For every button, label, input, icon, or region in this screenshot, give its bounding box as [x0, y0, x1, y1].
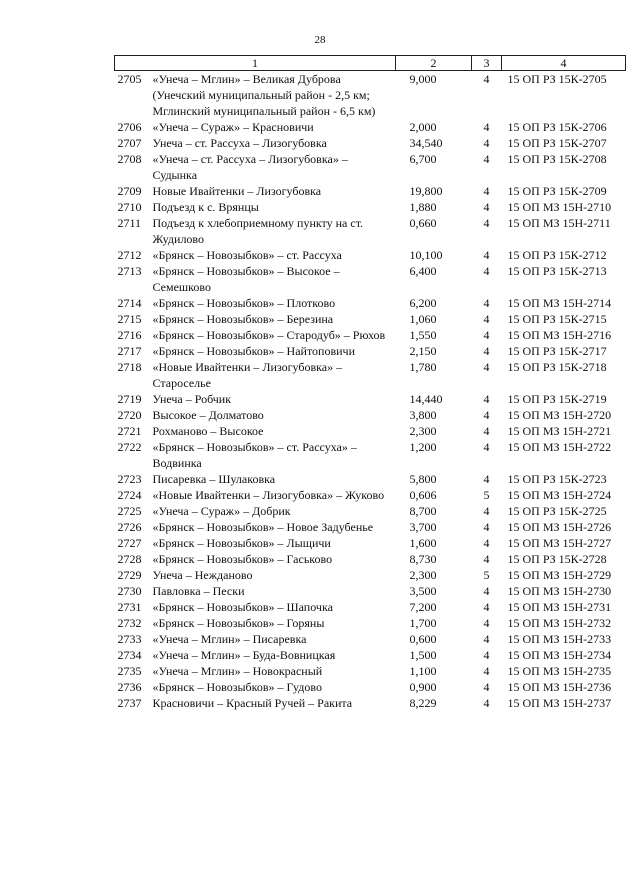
road-name-cell: [115, 119, 396, 135]
road-name: «Брянск – Новозыбков» – Лыщичи: [152, 536, 331, 550]
road-code: 15 ОП РЗ 15К-2723: [507, 472, 607, 486]
road-code: 15 ОП РЗ 15К-2706: [507, 120, 607, 134]
road-name: «Унеча – Мглин» – Буда-Вовницкая: [152, 648, 336, 662]
road-name-cell: [115, 359, 396, 391]
road-name-cell: [115, 135, 396, 151]
road-category: 4: [483, 664, 490, 678]
road-category: 4: [483, 696, 490, 710]
table-row: [115, 391, 626, 407]
table-row: [115, 567, 626, 583]
row-number: 2722: [117, 440, 142, 454]
table-row: [115, 423, 626, 439]
table-row: [115, 519, 626, 535]
table-row: [115, 439, 626, 471]
road-name-wrap: [118, 311, 396, 327]
road-name-wrap: [118, 135, 396, 151]
road-name-cell: [115, 503, 396, 519]
road-name-wrap: [118, 119, 396, 135]
table-row: [115, 631, 626, 647]
road-name-cell: [115, 343, 396, 359]
road-length: 0,600: [409, 632, 437, 646]
road-name-wrap: [118, 647, 396, 663]
header-row: [115, 56, 626, 71]
road-code: 15 ОП МЗ 15Н-2737: [507, 696, 612, 710]
table-row: [115, 119, 626, 135]
table-row: [115, 599, 626, 615]
road-code: 15 ОП РЗ 15К-2719: [507, 392, 607, 406]
road-name: «Брянск – Новозыбков» – Новое Задубенье: [152, 520, 374, 534]
road-name: Унеча – Робчик: [152, 392, 232, 406]
road-code: 15 ОП РЗ 15К-2717: [507, 344, 607, 358]
road-length: 1,550: [409, 328, 437, 342]
road-length: 1,060: [409, 312, 437, 326]
road-name: «Брянск – Новозыбков» – Горяны: [152, 616, 325, 630]
road-name-wrap: [118, 631, 396, 647]
road-code: 15 ОП МЗ 15Н-2732: [507, 616, 612, 630]
road-name-cell: [115, 199, 396, 215]
road-name: Писаревка – Шулаковка: [152, 472, 276, 486]
road-category: 4: [483, 632, 490, 646]
road-category: 4: [483, 408, 490, 422]
road-category: 4: [483, 200, 490, 214]
road-name-cell: [115, 295, 396, 311]
road-name-cell: [115, 679, 396, 695]
road-category: 4: [483, 584, 490, 598]
road-category: 4: [483, 296, 490, 310]
road-name-wrap: [118, 359, 396, 391]
row-number: 2735: [117, 664, 142, 678]
road-name: «Унеча – Мглин» – Новокрасный: [152, 664, 323, 678]
row-number: 2724: [117, 488, 142, 502]
road-name: «Унеча – Мглин» – Великая Дуброва (Унечский муниципальный район - 2,5 км; Мглинский муниципальный район - 6,5 км): [152, 72, 376, 118]
road-name-wrap: [118, 199, 396, 215]
road-length: 1,100: [409, 664, 437, 678]
road-category: 4: [483, 136, 490, 150]
row-number: 2736: [117, 680, 142, 694]
row-number: 2734: [117, 648, 142, 662]
road-name-wrap: [118, 183, 396, 199]
row-number: 2717: [117, 344, 142, 358]
row-number: 2715: [117, 312, 142, 326]
road-code: 15 ОП МЗ 15Н-2729: [507, 568, 612, 582]
road-name-wrap: [118, 663, 396, 679]
road-name: Красновичи – Красный Ручей – Ракита: [152, 696, 353, 710]
road-name-wrap: [118, 423, 396, 439]
road-length: 2,000: [409, 120, 437, 134]
road-name-wrap: [118, 391, 396, 407]
road-code: 15 ОП МЗ 15Н-2722: [507, 440, 612, 454]
road-name-wrap: [118, 263, 396, 295]
road-code: 15 ОП МЗ 15Н-2736: [507, 680, 612, 694]
road-name-wrap: [118, 567, 396, 583]
road-category: 4: [483, 552, 490, 566]
table-row: [115, 407, 626, 423]
road-name: «Унеча – Мглин» – Писаревка: [152, 632, 307, 646]
row-number: 2718: [117, 360, 142, 374]
road-name-wrap: [118, 615, 396, 631]
road-code: 15 ОП РЗ 15К-2718: [507, 360, 607, 374]
table-row: [115, 535, 626, 551]
table-row: [115, 199, 626, 215]
table-row: [115, 583, 626, 599]
road-code: 15 ОП РЗ 15К-2705: [507, 72, 607, 86]
road-name-cell: [115, 567, 396, 583]
road-name: «Брянск – Новозыбков» – Стародуб» – Рюхов: [152, 328, 386, 342]
row-number: 2714: [117, 296, 142, 310]
road-length: 14,440: [409, 392, 443, 406]
table-row: [115, 487, 626, 503]
road-name: «Брянск – Новозыбков» – Шапочка: [152, 600, 333, 614]
road-length: 2,300: [409, 424, 437, 438]
road-name: Подъезд к хлебоприемному пункту на ст. Жудилово: [152, 216, 364, 246]
road-category: 4: [483, 248, 490, 262]
row-number: 2725: [117, 504, 142, 518]
road-category: 4: [483, 520, 490, 534]
road-name: «Брянск – Новозыбков» – Гаськово: [152, 552, 333, 566]
row-number: 2731: [117, 600, 142, 614]
road-name-wrap: [118, 519, 396, 535]
road-name-wrap: [118, 695, 396, 711]
road-code: 15 ОП МЗ 15Н-2734: [507, 648, 612, 662]
table-header: [115, 56, 626, 71]
road-length: 2,150: [409, 344, 437, 358]
road-name-wrap: [118, 599, 396, 615]
road-name-wrap: [118, 295, 396, 311]
road-name: Павловка – Пески: [152, 584, 245, 598]
road-category: 4: [483, 392, 490, 406]
road-length: 8,700: [409, 504, 437, 518]
road-name: «Новые Ивайтенки – Лизогубовка» – Староселье: [152, 360, 343, 390]
road-length: 2,300: [409, 568, 437, 582]
row-number: 2733: [117, 632, 142, 646]
road-name-cell: [115, 471, 396, 487]
road-category: 4: [483, 120, 490, 134]
row-number: 2710: [117, 200, 142, 214]
header-col-2: 2: [396, 56, 472, 71]
road-length: 34,540: [409, 136, 443, 150]
road-category: 4: [483, 344, 490, 358]
road-name-cell: [115, 663, 396, 679]
road-category: 5: [483, 568, 490, 582]
table-row: [115, 359, 626, 391]
table-row: [115, 263, 626, 295]
road-length: 0,660: [409, 216, 437, 230]
road-code: 15 ОП МЗ 15Н-2731: [507, 600, 612, 614]
road-name-cell: [115, 151, 396, 183]
road-category: 4: [483, 184, 490, 198]
road-code: 15 ОП МЗ 15Н-2714: [507, 296, 612, 310]
road-code: 15 ОП МЗ 15Н-2721: [507, 424, 612, 438]
road-length: 1,700: [409, 616, 437, 630]
road-name: «Новые Ивайтенки – Лизогубовка» – Жуково: [152, 488, 385, 502]
road-category: 4: [483, 328, 490, 342]
road-category: 5: [483, 488, 490, 502]
road-name-cell: [115, 263, 396, 295]
road-category: 4: [483, 472, 490, 486]
road-name: Унеча – ст. Рассуха – Лизогубовка: [152, 136, 327, 150]
road-code: 15 ОП МЗ 15Н-2727: [507, 536, 612, 550]
table-row: [115, 247, 626, 263]
road-category: 4: [483, 152, 490, 166]
road-code: 15 ОП РЗ 15К-2728: [507, 552, 607, 566]
row-number: 2719: [117, 392, 142, 406]
road-code: 15 ОП МЗ 15Н-2720: [507, 408, 612, 422]
road-name-cell: [115, 311, 396, 327]
road-code: 15 ОП МЗ 15Н-2711: [507, 216, 611, 230]
table-row: [115, 343, 626, 359]
table-row: [115, 295, 626, 311]
row-number: 2709: [117, 184, 142, 198]
road-length: 9,000: [409, 72, 437, 86]
road-name: «Унеча – ст. Рассуха – Лизогубовка» – Судынка: [152, 152, 348, 182]
road-code: 15 ОП РЗ 15К-2708: [507, 152, 607, 166]
row-number: 2705: [117, 72, 142, 86]
road-code: 15 ОП МЗ 15Н-2716: [507, 328, 612, 342]
road-category: 4: [483, 680, 490, 694]
road-name: «Унеча – Сураж» – Красновичи: [152, 120, 314, 134]
road-code: 15 ОП РЗ 15К-2712: [507, 248, 607, 262]
road-name-cell: [115, 247, 396, 263]
road-name-wrap: [118, 503, 396, 519]
road-name: «Унеча – Сураж» – Добрик: [152, 504, 291, 518]
road-length: 5,800: [409, 472, 437, 486]
road-name-wrap: [118, 583, 396, 599]
road-category: 4: [483, 616, 490, 630]
road-name-cell: [115, 599, 396, 615]
road-name-wrap: [118, 487, 396, 503]
header-col-3: 3: [472, 56, 502, 71]
road-name: Унеча – Нежданово: [152, 568, 253, 582]
road-code: 15 ОП РЗ 15К-2715: [507, 312, 607, 326]
row-number: 2711: [117, 216, 142, 230]
road-name-wrap: [118, 407, 396, 423]
road-code: 15 ОП МЗ 15Н-2733: [507, 632, 612, 646]
road-category: 4: [483, 312, 490, 326]
row-number: 2716: [117, 328, 142, 342]
road-name-wrap: [118, 71, 396, 119]
page-number: 28: [314, 34, 326, 46]
road-length: 8,229: [409, 696, 437, 710]
table-row: [115, 695, 626, 711]
road-length: 1,200: [409, 440, 437, 454]
road-category: 4: [483, 648, 490, 662]
table-row: [115, 311, 626, 327]
road-name-wrap: [118, 439, 396, 471]
road-length: 1,500: [409, 648, 437, 662]
road-name-wrap: [118, 551, 396, 567]
table-row: [115, 327, 626, 343]
road-category: 4: [483, 216, 490, 230]
road-length: 6,200: [409, 296, 437, 310]
roads-table: [114, 55, 626, 711]
road-name-cell: [115, 631, 396, 647]
road-name: «Брянск – Новозыбков» – Найтоповичи: [152, 344, 355, 358]
road-name: Высокое – Долматово: [152, 408, 264, 422]
road-name-wrap: [118, 247, 396, 263]
road-name-wrap: [118, 151, 396, 183]
row-number: 2707: [117, 136, 142, 150]
road-code: 15 ОП МЗ 15Н-2726: [507, 520, 612, 534]
road-length: 6,700: [409, 152, 437, 166]
road-category: 4: [483, 504, 490, 518]
road-name: «Брянск – Новозыбков» – Высокое – Семешково: [152, 264, 340, 294]
row-number: 2730: [117, 584, 142, 598]
road-length: 1,880: [409, 200, 437, 214]
road-name: «Брянск – Новозыбков» – Плотково: [152, 296, 336, 310]
row-number: 2726: [117, 520, 142, 534]
table-row: [115, 151, 626, 183]
road-name-cell: [115, 551, 396, 567]
road-name-wrap: [118, 471, 396, 487]
road-length: 1,600: [409, 536, 437, 550]
road-name-cell: [115, 327, 396, 343]
road-length: 0,606: [409, 488, 437, 502]
road-category: 4: [483, 600, 490, 614]
road-category: 4: [483, 440, 490, 454]
road-length: 19,800: [409, 184, 443, 198]
road-length: 1,780: [409, 360, 437, 374]
road-name-cell: [115, 215, 396, 247]
road-category: 4: [483, 360, 490, 374]
header-col-4: 4: [502, 56, 626, 71]
table-row: [115, 647, 626, 663]
road-code: 15 ОП МЗ 15Н-2710: [507, 200, 612, 214]
road-name: Рохманово – Высокое: [152, 424, 264, 438]
road-name-cell: [115, 391, 396, 407]
table-row: [115, 503, 626, 519]
road-name: «Брянск – Новозыбков» – Березина: [152, 312, 334, 326]
road-category: 4: [483, 536, 490, 550]
road-code: 15 ОП МЗ 15Н-2735: [507, 664, 612, 678]
row-number: 2732: [117, 616, 142, 630]
road-name: «Брянск – Новозыбков» – Гудово: [152, 680, 322, 694]
table-row: [115, 551, 626, 567]
road-name: Новые Ивайтенки – Лизогубовка: [152, 184, 322, 198]
road-length: 3,700: [409, 520, 437, 534]
row-number: 2721: [117, 424, 142, 438]
road-length: 3,500: [409, 584, 437, 598]
road-code: 15 ОП РЗ 15К-2709: [507, 184, 607, 198]
road-name-cell: [115, 615, 396, 631]
table-row: [115, 135, 626, 151]
table-row: [115, 71, 626, 120]
road-name-cell: [115, 487, 396, 503]
row-number: 2727: [117, 536, 142, 550]
table-row: [115, 679, 626, 695]
table-row: [115, 663, 626, 679]
table-row: [115, 615, 626, 631]
road-name-cell: [115, 183, 396, 199]
road-name-wrap: [118, 327, 396, 343]
road-name-cell: [115, 423, 396, 439]
road-code: 15 ОП МЗ 15Н-2730: [507, 584, 612, 598]
table-row: [115, 183, 626, 199]
road-name-cell: [115, 583, 396, 599]
road-name-cell: [115, 519, 396, 535]
row-number: 2706: [117, 120, 142, 134]
road-length: 0,900: [409, 680, 437, 694]
road-length: 6,400: [409, 264, 437, 278]
road-length: 10,100: [409, 248, 443, 262]
road-name-wrap: [118, 215, 396, 247]
road-code: 15 ОП РЗ 15К-2713: [507, 264, 607, 278]
road-code: 15 ОП РЗ 15К-2725: [507, 504, 607, 518]
road-code: 15 ОП РЗ 15К-2707: [507, 136, 607, 150]
row-number: 2723: [117, 472, 142, 486]
row-number: 2737: [117, 696, 142, 710]
row-number: 2712: [117, 248, 142, 262]
road-category: 4: [483, 424, 490, 438]
road-name-cell: [115, 695, 396, 711]
road-category: 4: [483, 264, 490, 278]
row-number: 2713: [117, 264, 142, 278]
road-code: 15 ОП МЗ 15Н-2724: [507, 488, 612, 502]
road-name-wrap: [118, 343, 396, 359]
row-number: 2728: [117, 552, 142, 566]
road-name-cell: [115, 647, 396, 663]
table-row: [115, 215, 626, 247]
road-name-cell: [115, 407, 396, 423]
road-name-cell: [115, 535, 396, 551]
row-number: 2720: [117, 408, 142, 422]
road-category: 4: [483, 72, 490, 86]
road-name-cell: [115, 71, 396, 120]
road-name: «Брянск – Новозыбков» – ст. Рассуха: [152, 248, 342, 262]
header-col-1: 1: [115, 56, 396, 71]
road-name-cell: [115, 439, 396, 471]
road-name-wrap: [118, 679, 396, 695]
road-name: Подъезд к с. Врянцы: [152, 200, 259, 214]
table-row: [115, 471, 626, 487]
road-name-wrap: [118, 535, 396, 551]
road-length: 3,800: [409, 408, 437, 422]
road-length: 7,200: [409, 600, 437, 614]
row-number: 2708: [117, 152, 142, 166]
road-name: «Брянск – Новозыбков» – ст. Рассуха» – Водвинка: [152, 440, 357, 470]
table-body: [115, 71, 626, 712]
road-length: 8,730: [409, 552, 437, 566]
row-number: 2729: [117, 568, 142, 582]
